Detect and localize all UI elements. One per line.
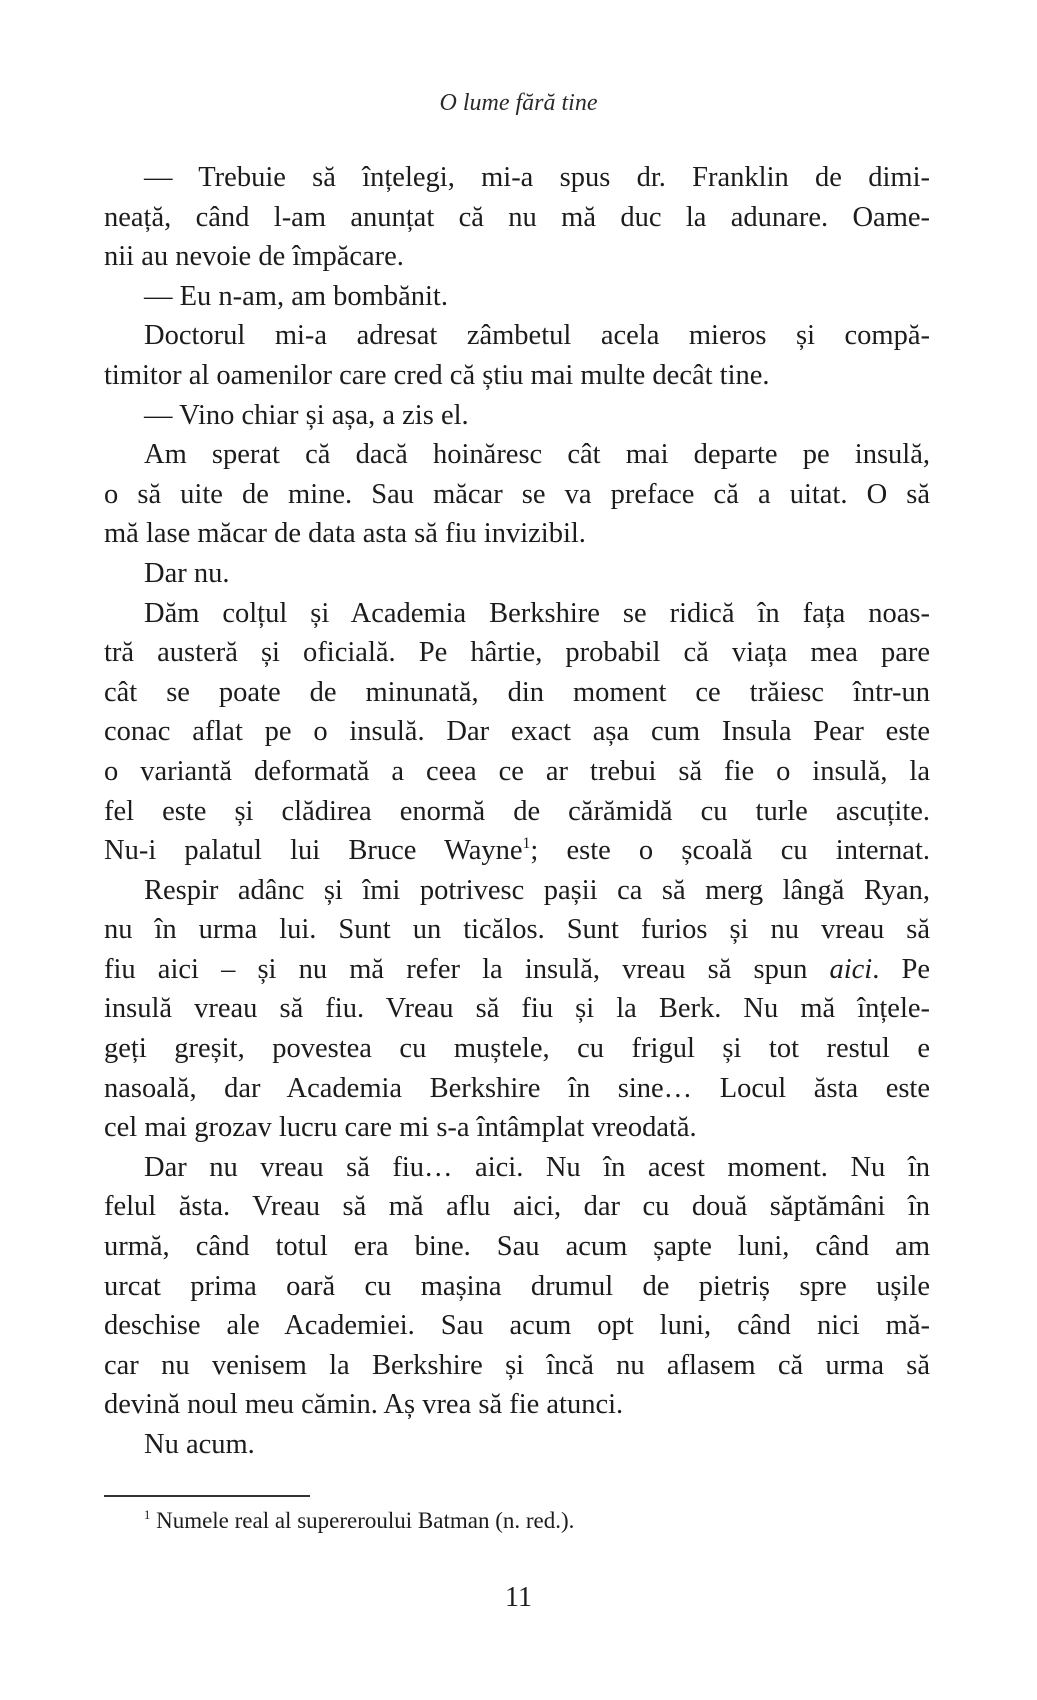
body-text (104, 158, 930, 1465)
text-line (104, 396, 930, 436)
text-line (104, 633, 930, 673)
text-line (104, 989, 930, 1029)
text-line (104, 1069, 930, 1109)
line-text: urcat prima oară cu mașina drumul de pietriș spre ușile (104, 1270, 930, 1302)
text-line (104, 237, 930, 277)
text-line (104, 871, 930, 911)
text-line (104, 1306, 930, 1346)
text-line (104, 712, 930, 752)
text-line (104, 752, 930, 792)
line-text: Nu acum. (144, 1429, 255, 1460)
text-line (104, 316, 930, 356)
footnote-reference: 1 (522, 835, 531, 853)
line-text: Dar nu. (144, 557, 230, 589)
text-line (104, 950, 930, 990)
text-line (104, 1267, 930, 1307)
line-text: nii au nevoie de împăcare. (104, 241, 404, 273)
text-line (104, 1346, 930, 1386)
text-line (104, 1108, 930, 1148)
line-text: ; este o școală cu internat. (530, 835, 930, 867)
text-line (104, 594, 930, 634)
line-text: nu în urma lui. Sunt un ticălos. Sunt furios și nu vreau să (104, 914, 930, 946)
line-text: mă lase măcar de data asta să fiu invizibil. (104, 518, 586, 550)
text-line (104, 198, 930, 238)
text-line (104, 673, 930, 713)
text-line (104, 554, 930, 594)
text-line (104, 356, 930, 396)
running-head-title: O lume fără tine (439, 90, 598, 116)
line-text: tră austeră și oficială. Pe hârtie, probabil că viața mea pare (104, 637, 930, 669)
line-text: o variantă deformată a ceea ce ar trebui să fie o insulă, la (104, 755, 930, 787)
line-text: car nu venisem la Berkshire și încă nu aflasem că urma să (104, 1349, 930, 1381)
line-text: deschise ale Academiei. Sau acum opt luni, când nici mă- (104, 1310, 930, 1342)
line-text: fiu aici – și nu mă refer la insulă, vreau să spun (104, 953, 830, 985)
line-text: Doctorul mi-a adresat zâmbetul acela mieros și compă- (144, 320, 930, 352)
emphasis-text: aici (829, 953, 873, 985)
footnote-text: Numele real al supereroului Batman (n. red.). (150, 1508, 575, 1533)
line-text: fel este și clădirea enormă de cărămidă cu turle ascuțite. (104, 795, 930, 827)
line-text: Dar nu vreau să fiu… aici. Nu în acest moment. Nu în (144, 1151, 930, 1183)
line-text: . Pe (872, 953, 930, 985)
text-line (104, 435, 930, 475)
footnote (144, 1506, 574, 1536)
line-text: o să uite de mine. Sau măcar se va preface că a uitat. O să (104, 478, 930, 510)
line-text: Dăm colțul și Academia Berkshire se ridică în fața noas- (144, 597, 930, 629)
line-text: timitor al oamenilor care cred că știu mai multe decât tine. (104, 359, 770, 391)
line-text: cât se poate de minunată, din moment ce trăiesc într-un (104, 676, 930, 708)
text-line (104, 1425, 930, 1465)
text-line (104, 910, 930, 950)
text-line (104, 158, 930, 198)
line-text: geți greșit, povestea cu muștele, cu frigul și tot restul e (104, 1033, 930, 1065)
footnote-marker: 1 (144, 1508, 151, 1523)
line-text: Nu-i palatul lui Bruce Wayne (104, 835, 523, 867)
text-line (104, 277, 930, 317)
footnote-divider (104, 1495, 310, 1497)
line-text: devină noul meu cămin. Aș vrea să fie atunci. (104, 1389, 624, 1421)
text-line (104, 514, 930, 554)
line-text: nasoală, dar Academia Berkshire în sine… Locul ăsta este (104, 1072, 930, 1104)
line-text: insulă vreau să fiu. Vreau să fiu și la Berk. Nu mă înțele- (104, 993, 930, 1025)
text-line (104, 1385, 930, 1425)
text-line (104, 1227, 930, 1267)
line-text: Am sperat că dacă hoinăresc cât mai departe pe insulă, (144, 439, 930, 471)
text-line (104, 1187, 930, 1227)
text-line (104, 1029, 930, 1069)
line-text: — Trebuie să înțelegi, mi-a spus dr. Franklin de dimi- (144, 162, 930, 193)
line-text: — Eu n-am, am bombănit. (144, 280, 448, 312)
text-line (104, 475, 930, 515)
text-line (104, 1148, 930, 1188)
line-text: conac aflat pe o insulă. Dar exact așa cum Insula Pear este (104, 716, 930, 748)
line-text: felul ăsta. Vreau să mă aflu aici, dar cu două săptămâni în (104, 1191, 930, 1223)
line-text: urmă, când totul era bine. Sau acum șapte luni, când am (104, 1231, 930, 1263)
line-text: cel mai grozav lucru care mi s-a întâmplat vreodată. (104, 1112, 697, 1144)
page-number: 11 (505, 1582, 532, 1613)
text-line (104, 792, 930, 832)
line-text: neață, când l-am anunțat că nu mă duc la adunare. Oame- (104, 201, 930, 233)
line-text: — Vino chiar și așa, a zis el. (144, 399, 469, 431)
line-text: Respir adânc și îmi potrivesc pașii ca să merg lângă Ryan, (144, 874, 930, 906)
text-line (104, 831, 930, 871)
